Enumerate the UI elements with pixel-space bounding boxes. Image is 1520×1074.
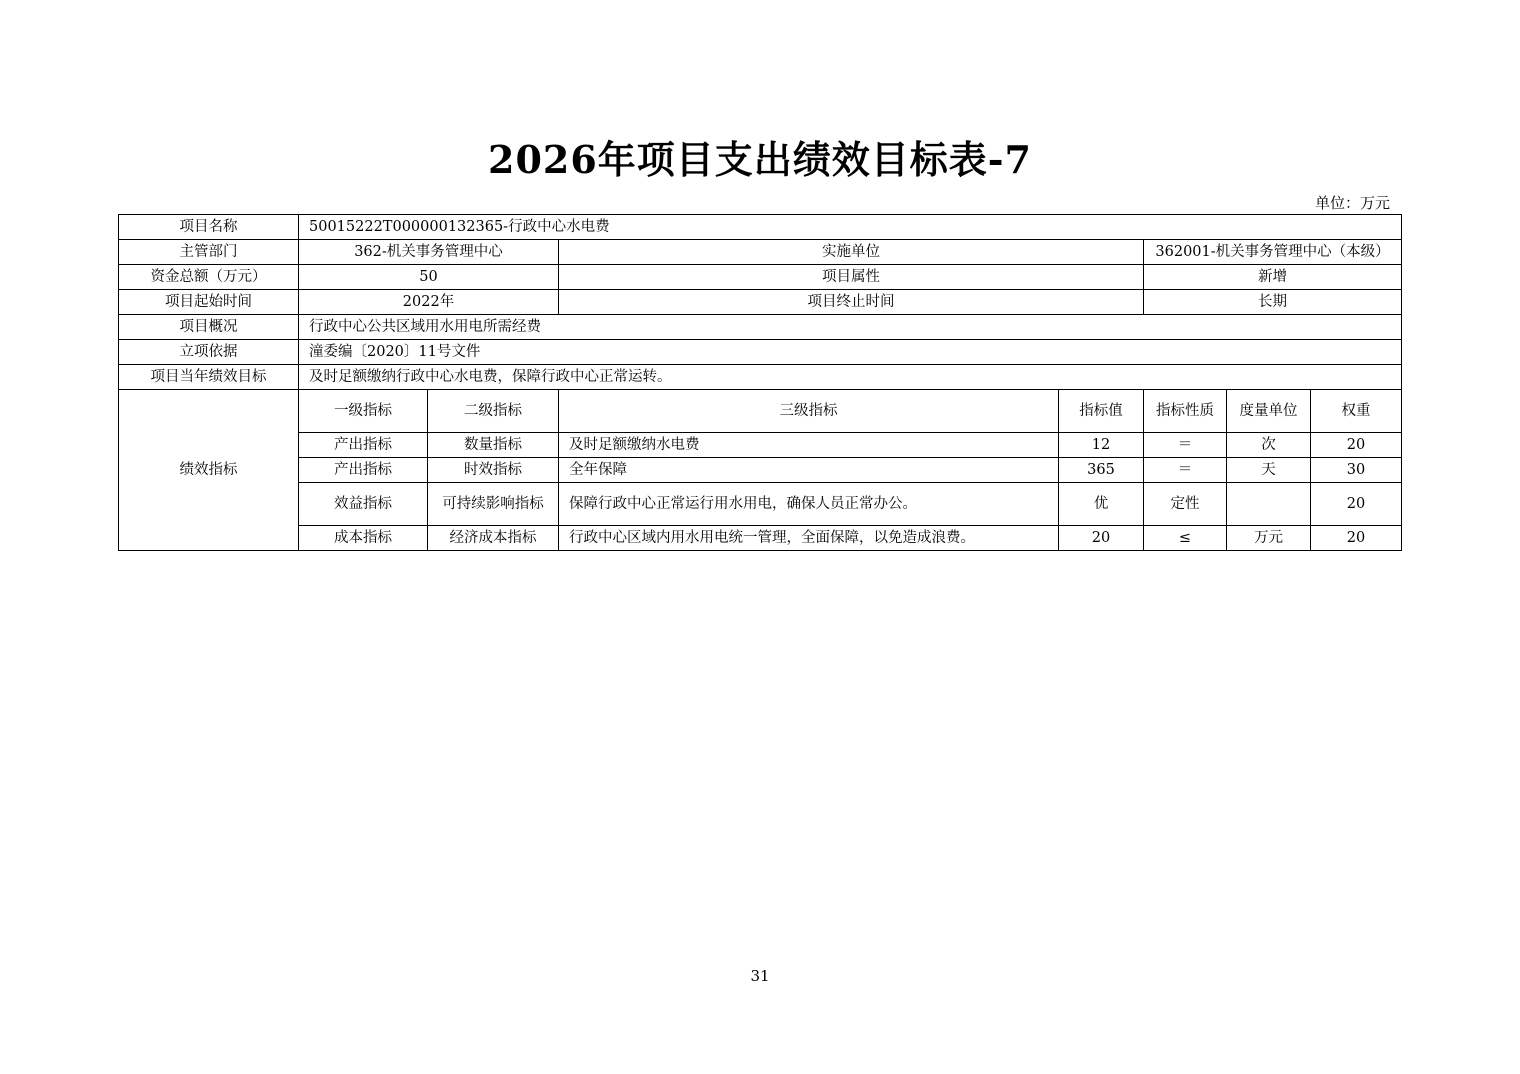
indicator-unit: 万元	[1227, 526, 1311, 551]
indicator-row	[119, 433, 1402, 458]
table-row	[119, 265, 1402, 290]
overview-value: 行政中心公共区域用水用电所需经费	[299, 315, 1402, 340]
start-value: 2022年	[299, 290, 559, 315]
basis-label: 立项依据	[119, 340, 299, 365]
goal-label: 项目当年绩效目标	[119, 365, 299, 390]
indicator-value: 12	[1059, 433, 1144, 458]
indicator-weight: 20	[1311, 526, 1402, 551]
indicator-unit: 天	[1227, 458, 1311, 483]
end-label: 项目终止时间	[559, 290, 1144, 315]
indicator-l3: 及时足额缴纳水电费	[559, 433, 1059, 458]
indicator-l3: 全年保障	[559, 458, 1059, 483]
attr-value: 新增	[1144, 265, 1402, 290]
header-l2: 二级指标	[428, 390, 559, 433]
basis-value: 潼委编〔2020〕11号文件	[299, 340, 1402, 365]
performance-table	[118, 214, 1402, 551]
project-name-label: 项目名称	[119, 215, 299, 240]
indicator-row	[119, 483, 1402, 526]
table-row	[119, 215, 1402, 240]
indicator-unit	[1227, 483, 1311, 526]
indicator-l2: 经济成本指标	[428, 526, 559, 551]
fund-label: 资金总额（万元）	[119, 265, 299, 290]
page-title: 2026年项目支出绩效目标表-7	[488, 137, 1032, 182]
header-l3: 三级指标	[559, 390, 1059, 433]
table-row	[119, 365, 1402, 390]
table-row	[119, 340, 1402, 365]
indicator-l2: 时效指标	[428, 458, 559, 483]
indicator-nature: ≤	[1144, 526, 1227, 551]
header-unit: 度量单位	[1227, 390, 1311, 433]
indicator-l3: 保障行政中心正常运行用水用电，确保人员正常办公。	[559, 483, 1059, 526]
fund-value: 50	[299, 265, 559, 290]
project-name-value: 50015222T000000132365-行政中心水电费	[299, 215, 1402, 240]
indicator-nature: 定性	[1144, 483, 1227, 526]
attr-label: 项目属性	[559, 265, 1144, 290]
indicator-header-row	[119, 390, 1402, 433]
indicator-value: 优	[1059, 483, 1144, 526]
indicator-l1: 成本指标	[299, 526, 428, 551]
indicator-l2: 数量指标	[428, 433, 559, 458]
indicator-row	[119, 458, 1402, 483]
start-label: 项目起始时间	[119, 290, 299, 315]
indicator-weight: 30	[1311, 458, 1402, 483]
goal-value: 及时足额缴纳行政中心水电费，保障行政中心正常运转。	[299, 365, 1402, 390]
dept-label: 主管部门	[119, 240, 299, 265]
indicator-l1: 效益指标	[299, 483, 428, 526]
impl-value: 362001-机关事务管理中心（本级）	[1144, 240, 1402, 265]
indicators-section-label: 绩效指标	[119, 390, 299, 551]
indicator-weight: 20	[1311, 433, 1402, 458]
indicator-l2: 可持续影响指标	[428, 483, 559, 526]
header-value: 指标值	[1059, 390, 1144, 433]
end-value: 长期	[1144, 290, 1402, 315]
indicator-value: 20	[1059, 526, 1144, 551]
unit-label: 单位：万元	[1314, 194, 1390, 212]
indicator-l3: 行政中心区域内用水用电统一管理，全面保障，以免造成浪费。	[559, 526, 1059, 551]
header-l1: 一级指标	[299, 390, 428, 433]
header-weight: 权重	[1311, 390, 1402, 433]
indicator-unit: 次	[1227, 433, 1311, 458]
indicator-value: 365	[1059, 458, 1144, 483]
indicator-l1: 产出指标	[299, 458, 428, 483]
indicator-nature: ＝	[1144, 433, 1227, 458]
indicator-row	[119, 526, 1402, 551]
impl-label: 实施单位	[559, 240, 1144, 265]
indicator-weight: 20	[1311, 483, 1402, 526]
header-nature: 指标性质	[1144, 390, 1227, 433]
table-row	[119, 240, 1402, 265]
indicator-l1: 产出指标	[299, 433, 428, 458]
table-row	[119, 290, 1402, 315]
overview-label: 项目概况	[119, 315, 299, 340]
page-number: 31	[750, 967, 770, 985]
indicator-nature: ＝	[1144, 458, 1227, 483]
table-row	[119, 315, 1402, 340]
dept-value: 362-机关事务管理中心	[299, 240, 559, 265]
